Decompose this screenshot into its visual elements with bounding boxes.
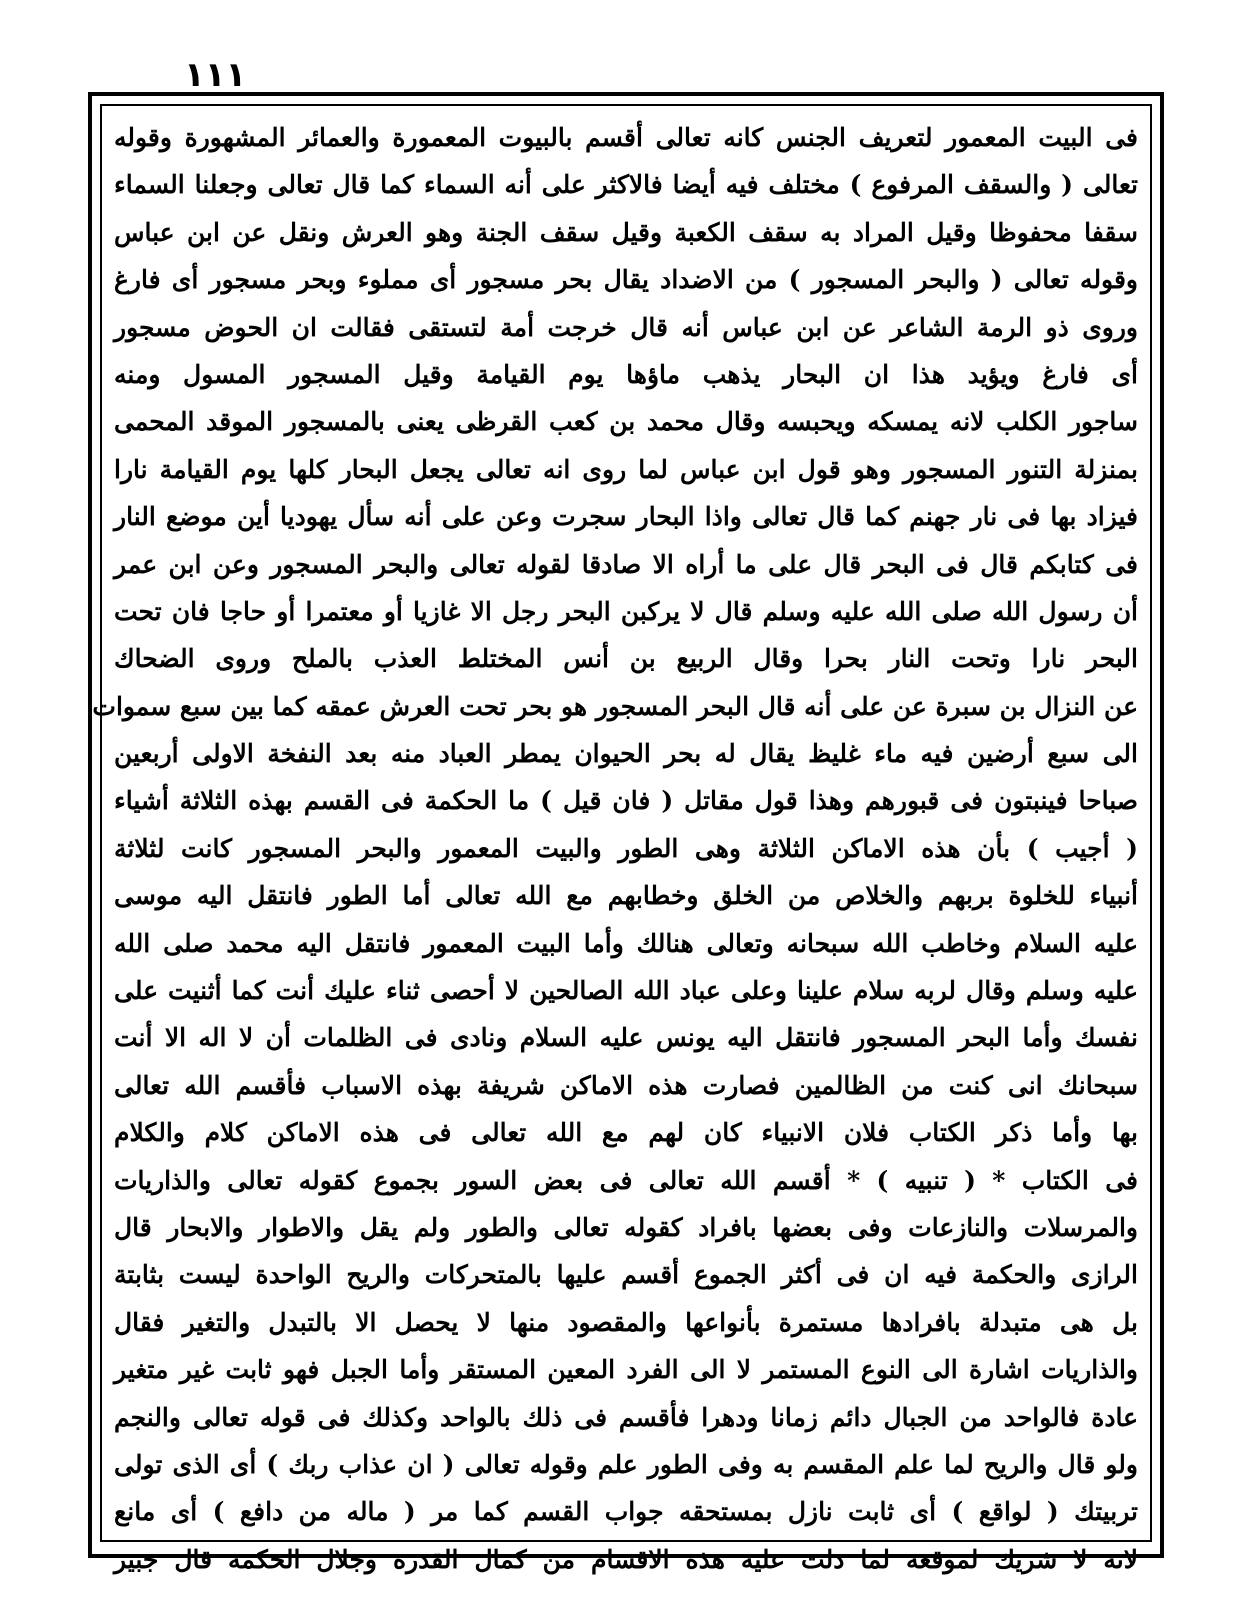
text-line: سبحانك انى كنت من الظالمين فصارت هذه الاماكن شريفة بهذه الاسباب فأقسم الله تعالى	[114, 1070, 1138, 1100]
text-line: فى البيت المعمور لتعريف الجنس كانه تعالى أقسم بالبيوت المعمورة والعمائر المشهورة وقوله	[114, 123, 1138, 152]
text-line: عن النزال بن سبرة عن على أنه قال البحر المسجور هو بحر تحت العرش عمقه كما بين سبع سموات	[92, 691, 1138, 721]
text-line: الرازى والحكمة فيه ان فى أكثر الجموع أقسم عليها بالمتحركات والريح الواحدة ليست بثابتة	[114, 1260, 1138, 1290]
text-line: ولو قال والريح لما علم المقسم به وفى الطور علم وقوله تعالى ( ان عذاب ربك ) أى الذى تولى	[114, 1449, 1138, 1479]
text-line: وروى ذو الرمة الشاعر عن ابن عباس أنه قال خرجت أمة لتستقى فقالت ان الحوض مسجور	[114, 312, 1138, 342]
text-line: والمرسلات والنازعات وفى بعضها بافراد كقوله تعالى والطور ولم يقل والاطوار والابحار قال	[114, 1212, 1138, 1242]
text-line: فى كتابكم قال فى البحر قال على ما أراه الا صادقا لقوله تعالى والبحر المسجور وعن ابن عمر	[114, 549, 1138, 579]
text-line: عليه السلام وخاطب الله سبحانه وتعالى هنالك وأما البيت المعمور فانتقل اليه محمد صلى الله	[114, 928, 1138, 958]
text-line: ( أجيب ) بأن هذه الاماكن الثلاثة وهى الطور والبيت المعمور والبحر المسجور كانت لثلاثة	[114, 833, 1138, 863]
main-text-block	[92, 114, 1138, 1583]
text-line: عادة فالواحد من الجبال دائم زمانا ودهرا فأقسم فى ذلك بالواحد وكذلك فى قوله تعالى والنجم	[114, 1402, 1138, 1432]
page-number: ١١١	[184, 55, 247, 95]
text-line: فيزاد بها فى نار جهنم كما قال تعالى واذا البحار سجرت وعن على أنه سأل يهوديا أين موضع النار	[114, 502, 1138, 532]
text-line: وقوله تعالى ( والبحر المسجور ) من الاضداد يقال بحر مسجور أى مملوء وبحر مسجور أى فارغ	[114, 265, 1138, 295]
text-line: أنبياء للخلوة بربهم والخلاص من الخلق وخطابهم مع الله تعالى أما الطور فانتقل اليه موسى	[114, 881, 1138, 911]
text-line: عليه وسلم وقال لربه سلام علينا وعلى عباد الله الصالحين لا أحصى ثناء عليك أنت كما أثنيت على	[114, 976, 1138, 1006]
text-line: لانه لا شريك لموقعه لما دلت عليه هذه الاقسام من كمال القدرة وجلال الحكمة قال جبير	[114, 1544, 1138, 1574]
text-line: نفسك وأما البحر المسجور فانتقل اليه يونس عليه السلام ونادى فى الظلمات أن لا اله الا أنت	[114, 1023, 1138, 1053]
text-line: أى فارغ ويؤيد هذا ان البحار يذهب ماؤها يوم القيامة وقيل المسجور المسول ومنه	[114, 359, 1138, 389]
text-line: صباحا فينبتون فى قبورهم وهذا قول مقاتل ( فان قيل ) ما الحكمة فى القسم بهذه الثلاثة أشياء	[114, 786, 1138, 816]
text-line: تربيتك ( لواقع ) أى ثابت نازل بمستحقه جواب القسم كما مر ( ماله من دافع ) أى مانع	[114, 1497, 1138, 1527]
text-line: والذاريات اشارة الى النوع المستمر لا الى الفرد المعين المستقر وأما الجبل فهو ثابت غير متغير	[114, 1355, 1138, 1385]
text-line: بمنزلة التنور المسجور وهو قول ابن عباس لما روى انه تعالى يجعل البحار كلها يوم القيامة نارا	[114, 454, 1138, 484]
text-line: الى سبع أرضين فيه ماء غليظ يقال له بحر الحيوان يمطر العباد منه بعد النفخة الاولى أربعين	[114, 739, 1138, 769]
text-line: بها وأما ذكر الكتاب فلان الانبياء كان لهم مع الله تعالى فى هذه الاماكن كلام والكلام	[114, 1118, 1138, 1148]
text-line: بل هى متبدلة بافرادها مستمرة بأنواعها والمقصود منها لا يحصل الا بالتبدل والتغير فقال	[114, 1307, 1138, 1337]
page-border-inner	[92, 104, 1152, 1574]
text-line: أن رسول الله صلى الله عليه وسلم قال لا يركبن البحر رجل الا غازيا أو معتمرا أو حاجا فان تحت	[114, 596, 1138, 626]
text-line: فى الكتاب * ( تنبيه ) * أقسم الله تعالى فى بعض السور بجموع كقوله تعالى والذاريات	[114, 1165, 1138, 1195]
text-line: تعالى ( والسقف المرفوع ) مختلف فيه أيضا فالاكثر على أنه السماء كما قال تعالى وجعلنا السماء	[114, 170, 1138, 200]
text-line: ساجور الكلب لانه يمسكه ويحبسه وقال محمد بن كعب القرظى يعنى بالمسجور الموقد المحمى	[114, 407, 1138, 437]
text-line: البحر نارا وتحت النار بحرا وقال الربيع بن أنس المختلط العذب بالملح وروى الضحاك	[114, 644, 1138, 674]
text-line: سقفا محفوظا وقيل المراد به سقف الكعبة وقيل سقف الجنة وهو العرش ونقل عن ابن عباس	[114, 217, 1138, 247]
